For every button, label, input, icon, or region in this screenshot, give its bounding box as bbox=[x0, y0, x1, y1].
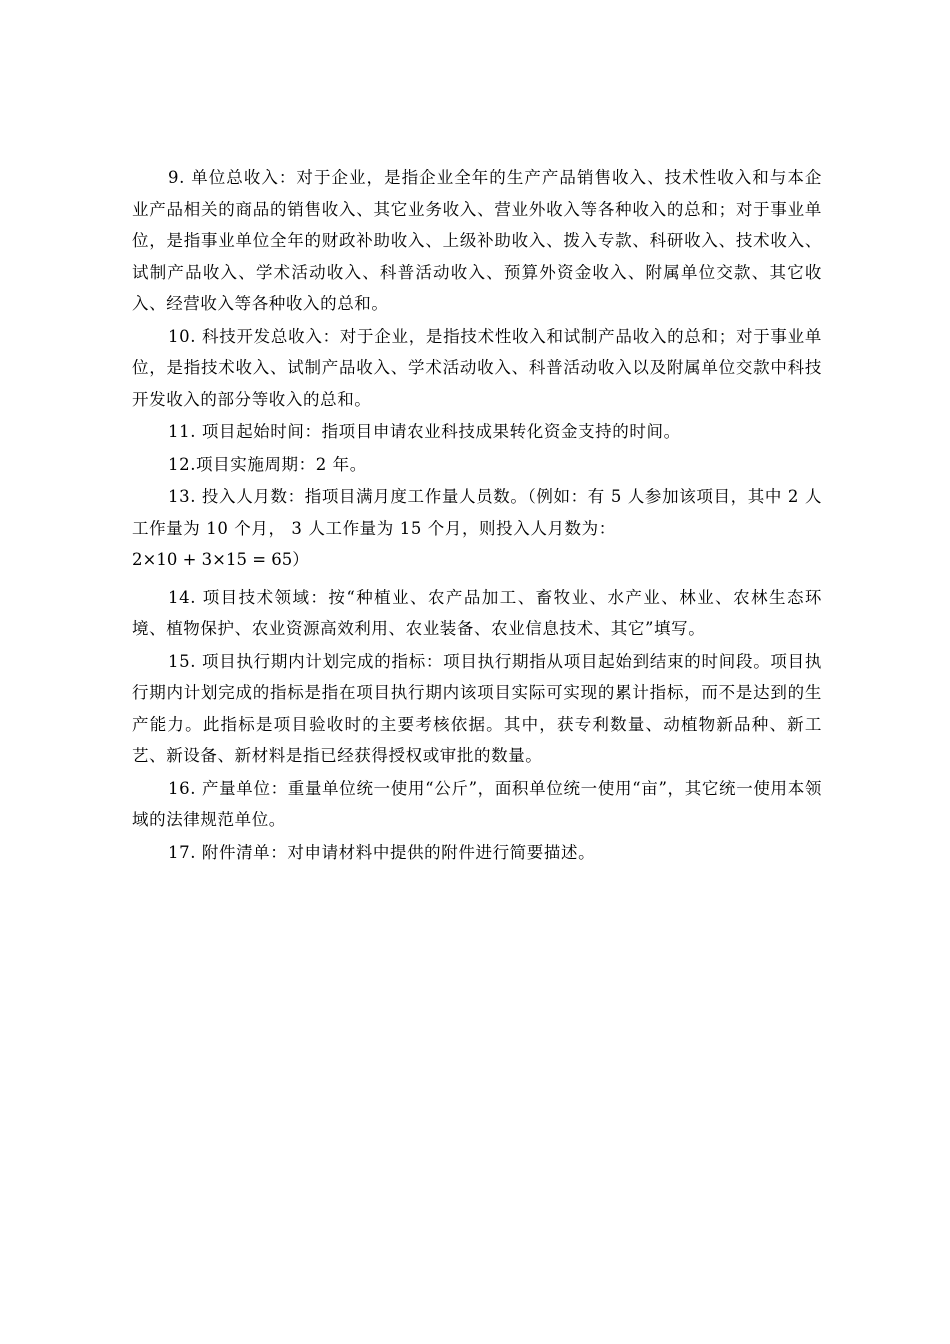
paragraph-13-formula: 2×10 + 3×15 = 65） bbox=[132, 550, 309, 569]
paragraph-15-planned-indicators: 15. 项目执行期内计划完成的指标：项目执行期指从项目起始到结束的时间段。项目执行期内计划完成的指标是指在项目执行期内该项目实际可实现的累计指标，而不是达到的生产能力。此指标是项目验收时的主要考核依据。其中，获专利数量、动植物新品种、新工艺、新设备、新材料是指已经获得授权或审批的数量。 bbox=[132, 651, 822, 765]
paragraph-17-attachment-list: 17. 附件清单：对申请材料中提供的附件进行简要描述。 bbox=[168, 842, 596, 862]
paragraph-16-output-units: 16. 产量单位：重量单位统一使用“公斤”，面积单位统一使用“亩”，其它统一使用本领域的法律规范单位。 bbox=[132, 778, 822, 829]
paragraph-10-rd-total-income: 10. 科技开发总收入：对于企业，是指技术性收入和试制产品收入的总和；对于事业单位，是指技术收入、试制产品收入、学术活动收入、科普活动收入以及附属单位交款中科技开发收入的部分等收入的总和。 bbox=[132, 326, 822, 409]
paragraph-9-total-unit-income: 9. 单位总收入：对于企业，是指企业全年的生产产品销售收入、技术性收入和与本企业产品相关的商品的销售收入、其它业务收入、营业外收入等各种收入的总和；对于事业单位，是指事业单位全年的财政补助收入、上级补助收入、拨入专款、科研收入、技术收入、试制产品收入、学术活动收入、科普活动收入、预算外资金收入、附属单位交款、其它收入、经营收入等各种收入的总和。 bbox=[132, 168, 822, 313]
paragraph-11-project-start-time: 11. 项目起始时间：指项目申请农业科技成果转化资金支持的时间。 bbox=[168, 422, 681, 441]
document-body bbox=[132, 162, 822, 869]
paragraph-13-person-months: 13. 投入人月数：指项目满月度工作量人员数。（例如：有 5 人参加该项目，其中 2 人工作量为 10 个月， 3 人工作量为 15 个月，则投入人月数为： bbox=[132, 487, 822, 538]
paragraph-12-project-period: 12.项目实施周期：2 年。 bbox=[168, 454, 367, 474]
paragraph-14-technical-field: 14. 项目技术领域：按“种植业、农产品加工、畜牧业、水产业、林业、农林生态环境、植物保护、农业资源高效利用、农业装备、农业信息技术、其它”填写。 bbox=[132, 587, 822, 638]
